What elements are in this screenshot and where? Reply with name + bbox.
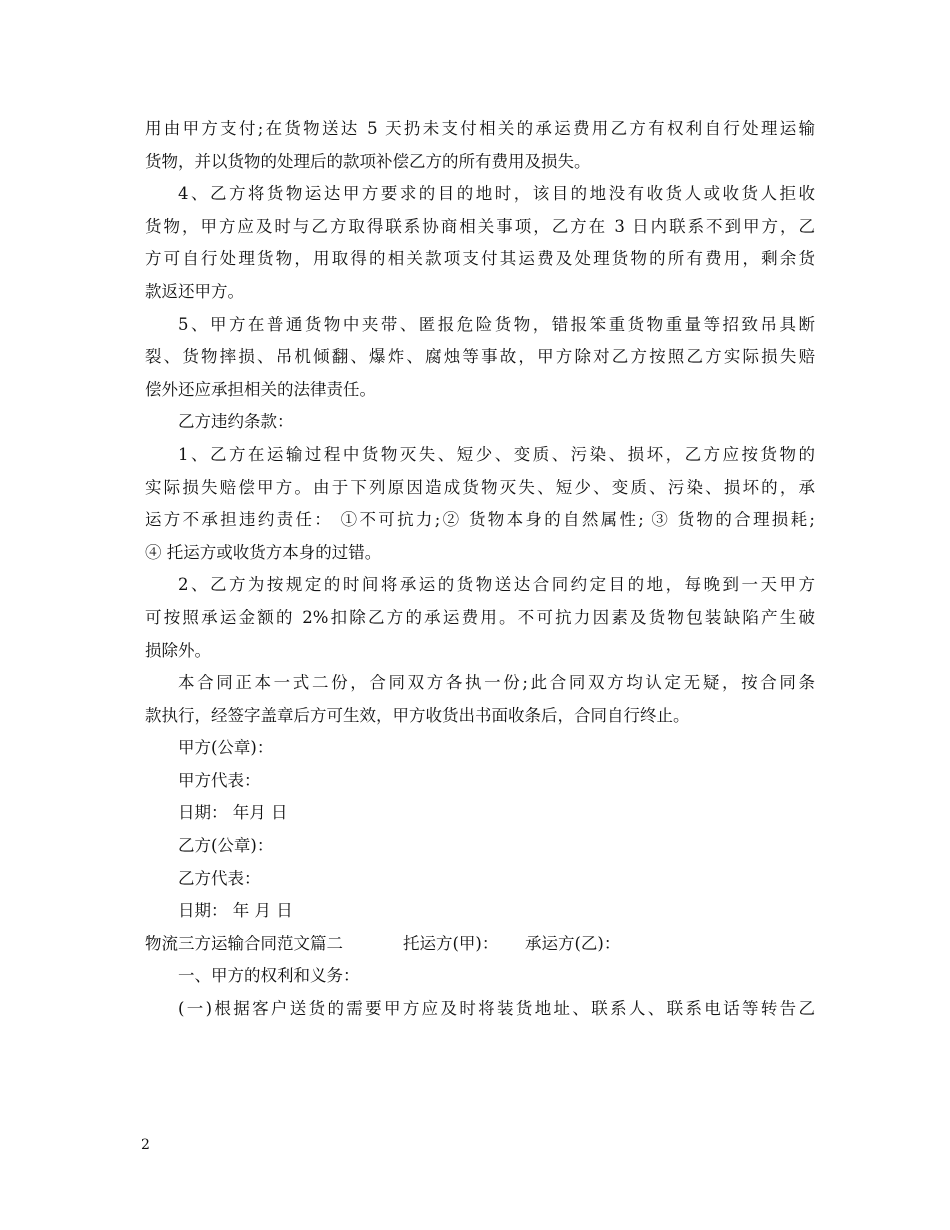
text-line: 款执行，经签字盖章后方可生效，甲方收货出书面收条后，合同自行终止。 [145, 705, 690, 725]
text-line: 裂、货物摔损、吊机倾翻、爆炸、腐烛等事故，甲方除对乙方按照乙方实际损失赔 [145, 347, 815, 367]
section-heading-row [145, 928, 815, 961]
text-line: 货物，甲方应及时与乙方取得联系协商相关事项，乙方在 3 日内联系不到甲方，乙 [145, 216, 815, 236]
paragraph-block [145, 960, 815, 1025]
text-line: 2、乙方为按规定的时间将承运的货物送达合同约定目的地，每晚到一天甲方 [178, 575, 815, 595]
text-line: 甲方代表： [178, 770, 261, 790]
text-line: 损除外。 [145, 640, 211, 660]
text-line: 偿外还应承担相关的法律责任。 [145, 379, 376, 399]
text-line: 款返还甲方。 [145, 281, 244, 301]
text-line: 货物，并以货物的处理后的款项补偿乙方的所有费用及损失。 [145, 151, 591, 171]
text-line: 实际损失赔偿甲方。由于下列原因造成货物灭失、短少、变质、污染、损坏的，承 [145, 477, 815, 497]
section-title: 物流三方运输合同范文篇二 [145, 933, 343, 953]
text-line: 一、甲方的权利和义务： [178, 966, 360, 986]
text-line: 日期： 年 月 日 [178, 901, 293, 921]
carrier-label: 承运方(乙)： [525, 933, 621, 953]
text-line: 运方不承担违约责任： ①不可抗力;② 货物本身的自然属性; ③ 货物的合理损耗; [145, 510, 815, 530]
text-line: 1、乙方在运输过程中货物灭失、短少、变质、污染、损坏，乙方应按货物的 [178, 444, 815, 464]
text-line: 日期： 年月 日 [178, 803, 288, 823]
document-body [145, 113, 815, 1026]
text-line: 可按照承运金额的 2%扣除乙方的承运费用。不可抗力因素及货物包装缺陷产生破 [145, 607, 815, 627]
text-line: 用由甲方支付;在货物送达 5 天扔未支付相关的承运费用乙方有权利自行处理运输 [145, 119, 815, 138]
text-line: 乙方(公章)： [178, 836, 274, 856]
text-line: 5、甲方在普通货物中夹带、匿报危险货物，错报笨重货物重量等招致吊具断 [178, 314, 815, 334]
text-line: 乙方违约条款： [178, 412, 294, 432]
text-line: 乙方代表： [178, 868, 261, 888]
text-line: 4、乙方将货物运达甲方要求的目的地时，该目的地没有收货人或收货人拒收 [178, 184, 815, 204]
text-line: ④ 托运方或收货方本身的过错。 [145, 542, 382, 562]
text-line: (一)根据客户送货的需要甲方应及时将装货地址、联系人、联系电话等转告乙 [178, 999, 815, 1019]
consignor-label: 托运方(甲)： [403, 933, 499, 953]
paragraph-block [145, 113, 815, 928]
text-line: 本合同正本一式二份，合同双方各执一份;此合同双方均认定无疑，按合同条 [178, 673, 815, 693]
text-line: 甲方(公章)： [178, 738, 274, 758]
page-number: 2 [141, 1137, 150, 1153]
text-line: 方可自行处理货物，用取得的相关款项支付其运费及处理货物的所有费用，剩余货 [145, 249, 815, 269]
